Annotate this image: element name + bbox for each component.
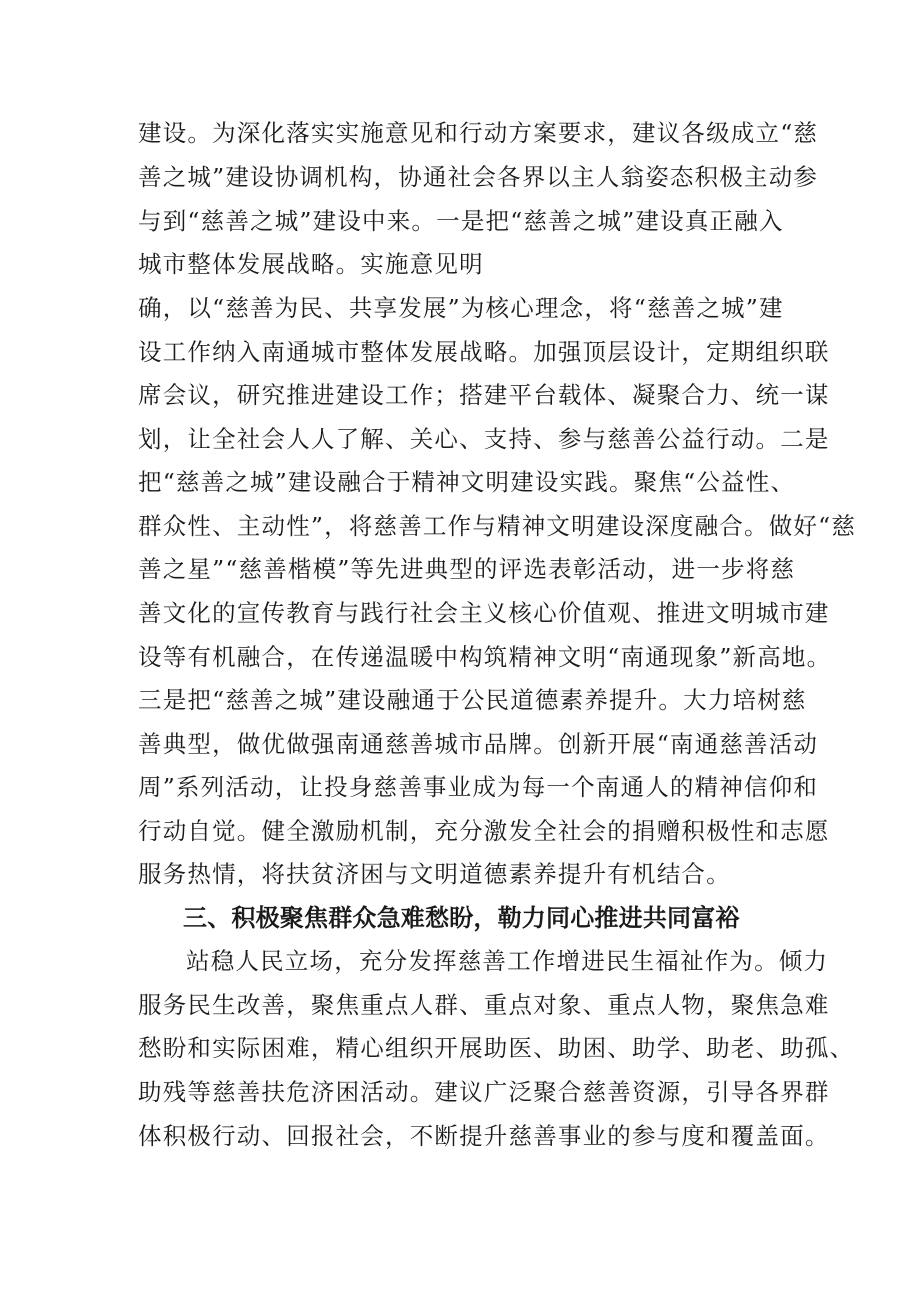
text-line: 设等有机融合，在传递温暖中构筑精神文明“南通现象”新高地。 <box>138 643 832 671</box>
text-line: 服务热情，将扶贫济困与文明道德素养提升有机结合。 <box>138 860 731 888</box>
section-heading: 三、积极聚焦群众急难愁盼，勒力同心推进共同富裕 <box>183 904 740 932</box>
text-line: 席会议，研究推进建设工作；搭建平台载体、凝聚合力、统一谋 <box>138 381 830 409</box>
text-line: 助残等慈善扶危济困活动。建议广泛聚合慈善资源，引导各界群 <box>138 1078 830 1106</box>
text-line: 城市整体发展战略。实施意见明 <box>138 250 484 278</box>
text-line: 善之星”“慈善楷模”等先进典型的评选表彰活动，进一步将慈 <box>138 555 796 583</box>
text-line: 确，以“慈善为民、共享发展”为核心理念，将“慈善之城”建 <box>138 294 784 322</box>
text-line: 群众性、主动性”，将慈善工作与精神文明建设深度融合。做好“慈 <box>138 512 857 540</box>
text-line: 体积极行动、回报社会，不断提升慈善事业的参与度和覆盖面。 <box>138 1122 830 1150</box>
text-line: 与到“慈善之城”建设中来。一是把“慈善之城”建设真正融入 <box>138 207 784 235</box>
text-line: 划，让全社会人人了解、关心、支持、参与慈善公益行动。二是 <box>138 425 830 453</box>
text-line: 行动自觉。健全激励机制，充分激发全社会的捐赠积极性和志愿 <box>138 817 830 845</box>
text-line: 设工作纳入南通城市整体发展战略。加强顶层设计，定期组织联 <box>138 338 830 366</box>
text-line: 建设。为深化落实实施意见和行动方案要求，建议各级成立“慈 <box>138 119 819 147</box>
text-line: 服务民生改善，聚焦重点人群、重点对象、重点人物，聚焦急难 <box>138 991 830 1019</box>
text-line: 愁盼和实际困难，精心组织开展助医、助困、助学、助老、助孤、 <box>138 1034 855 1062</box>
text-line: 善典型，做优做强南通慈善城市品牌。创新开展“南通慈善活动 <box>138 730 819 758</box>
text-line: 三是把“慈善之城”建设融通于公民道德素养提升。大力培树慈 <box>138 686 807 714</box>
text-line: 善之城”建设协调机构，协通社会各界以主人翁姿态积极主动参 <box>138 163 819 191</box>
text-line: 把“慈善之城”建设融合于精神文明建设实践。聚焦“公益性、 <box>138 468 796 496</box>
text-line: 善文化的宣传教育与践行社会主义核心价值观、推进文明城市建 <box>138 599 830 627</box>
text-line: 站稳人民立场，充分发挥慈善工作增进民生福祉作为。倾力 <box>186 947 829 975</box>
text-line: 周”系列活动，让投身慈善事业成为每一个南通人的精神信仰和 <box>138 773 819 801</box>
